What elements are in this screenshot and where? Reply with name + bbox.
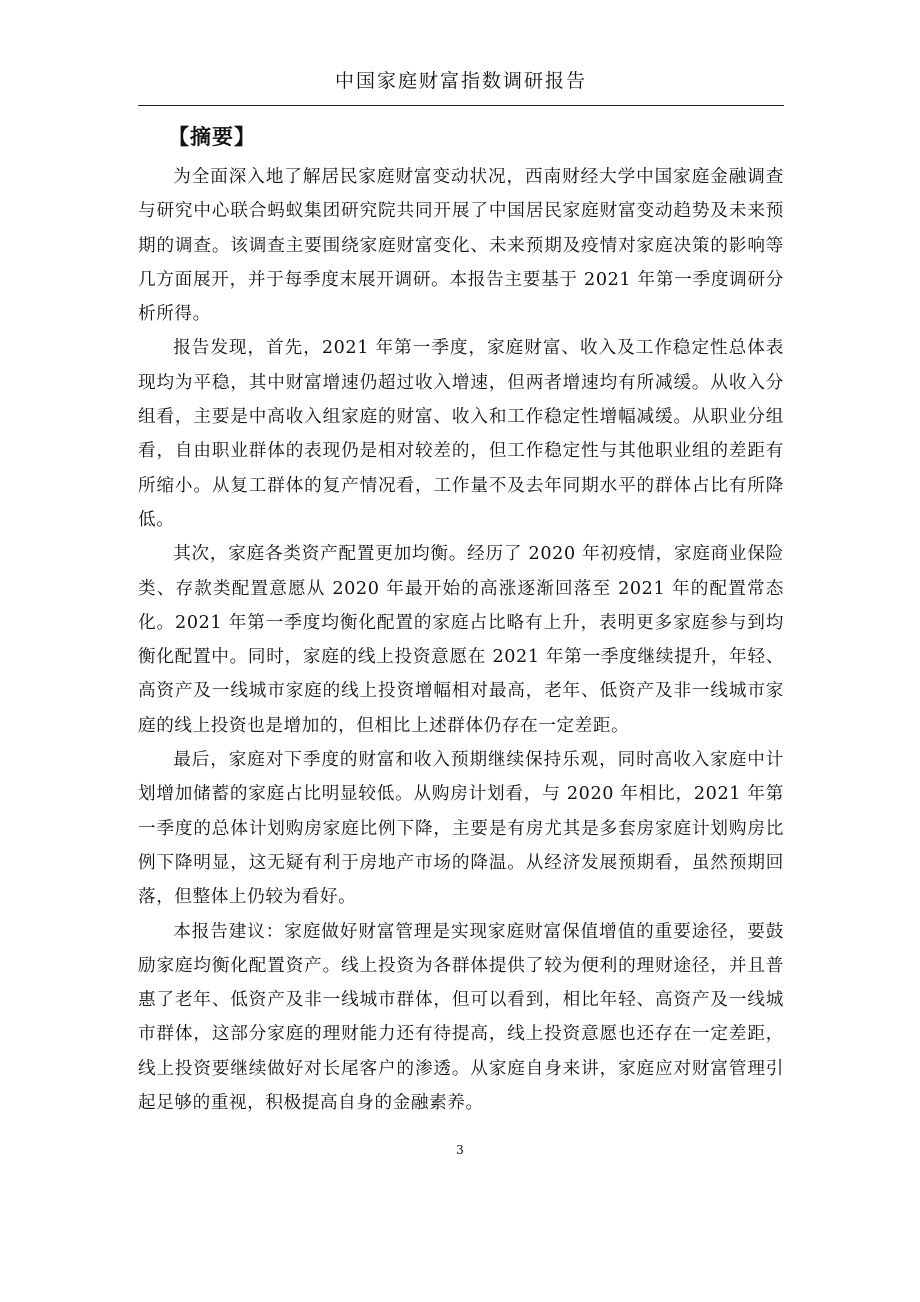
paragraph-recommendations: 本报告建议：家庭做好财富管理是实现家庭财富保值增值的重要途径，要鼓励家庭均衡化配置资产。线上投资为各群体提供了较为便利的理财途径，并且普惠了老年、低资产及非一线城市群体，但可以看到，相比年轻、高资产及一线城市群体，这部分家庭的理财能力还有待提高，线上投资意愿也还存在一定差距，线上投资要继续做好对长尾客户的渗透。从家庭自身来讲，家庭应对财富管理引起足够的重视，积极提高自身的金融素养。 <box>138 921 784 1114</box>
abstract-body <box>138 160 784 1120</box>
abstract-heading: 【摘要】 <box>168 125 256 149</box>
header-divider <box>138 105 784 106</box>
paragraph-intro: 为全面深入地了解居民家庭财富变动状况，西南财经大学中国家庭金融调查与研究中心联合蚂蚁集团研究院共同开展了中国居民家庭财富变动趋势及未来预期的调查。该调查主要围绕家庭财富变化、未来预期及疫情对家庭决策的影响等几方面展开，并于每季度末展开调研。本报告主要基于 2021 年第一季度调研分析所得。 <box>138 167 784 325</box>
paragraph-findings-second: 其次，家庭各类资产配置更加均衡。经历了 2020 年初疫情，家庭商业保险类、存款类配置意愿从 2020 年最开始的高涨逐渐回落至 2021 年的配置常态化。2021 年第一季度均衡化配置的家庭占比略有上升，表明更多家庭参与到均衡化配置中。同时，家庭的线上投资意愿在 2021 年第一季度继续提升，年轻、高资产及一线城市家庭的线上投资增幅相对最高，老年、低资产及非一线城市家庭的线上投资也是增加的，但相比上述群体仍存在一定差距。 <box>138 544 784 736</box>
page-number: 3 <box>456 1143 464 1157</box>
running-header-title: 中国家庭财富指数调研报告 <box>334 70 587 92</box>
paragraph-findings-first: 报告发现，首先，2021 年第一季度，家庭财富、收入及工作稳定性总体表现均为平稳，其中财富增速仍超过收入增速，但两者增速均有所减缓。从收入分组看，主要是中高收入组家庭的财富、收入和工作稳定性增幅减缓。从职业分组看，自由职业群体的表现仍是相对较差的，但工作稳定性与其他职业组的差距有所缩小。从复工群体的复产情况看，工作量不及去年同期水平的群体占比有所降低。 <box>138 338 784 530</box>
paragraph-findings-last: 最后，家庭对下季度的财富和收入预期继续保持乐观，同时高收入家庭中计划增加储蓄的家庭占比明显较低。从购房计划看，与 2020 年相比，2021 年第一季度的总体计划购房家庭比例下降，主要是有房尤其是多套房家庭计划购房比例下降明显，这无疑有利于房地产市场的降温。从经济发展预期看，虽然预期回落，但整体上仍较为看好。 <box>138 750 784 908</box>
